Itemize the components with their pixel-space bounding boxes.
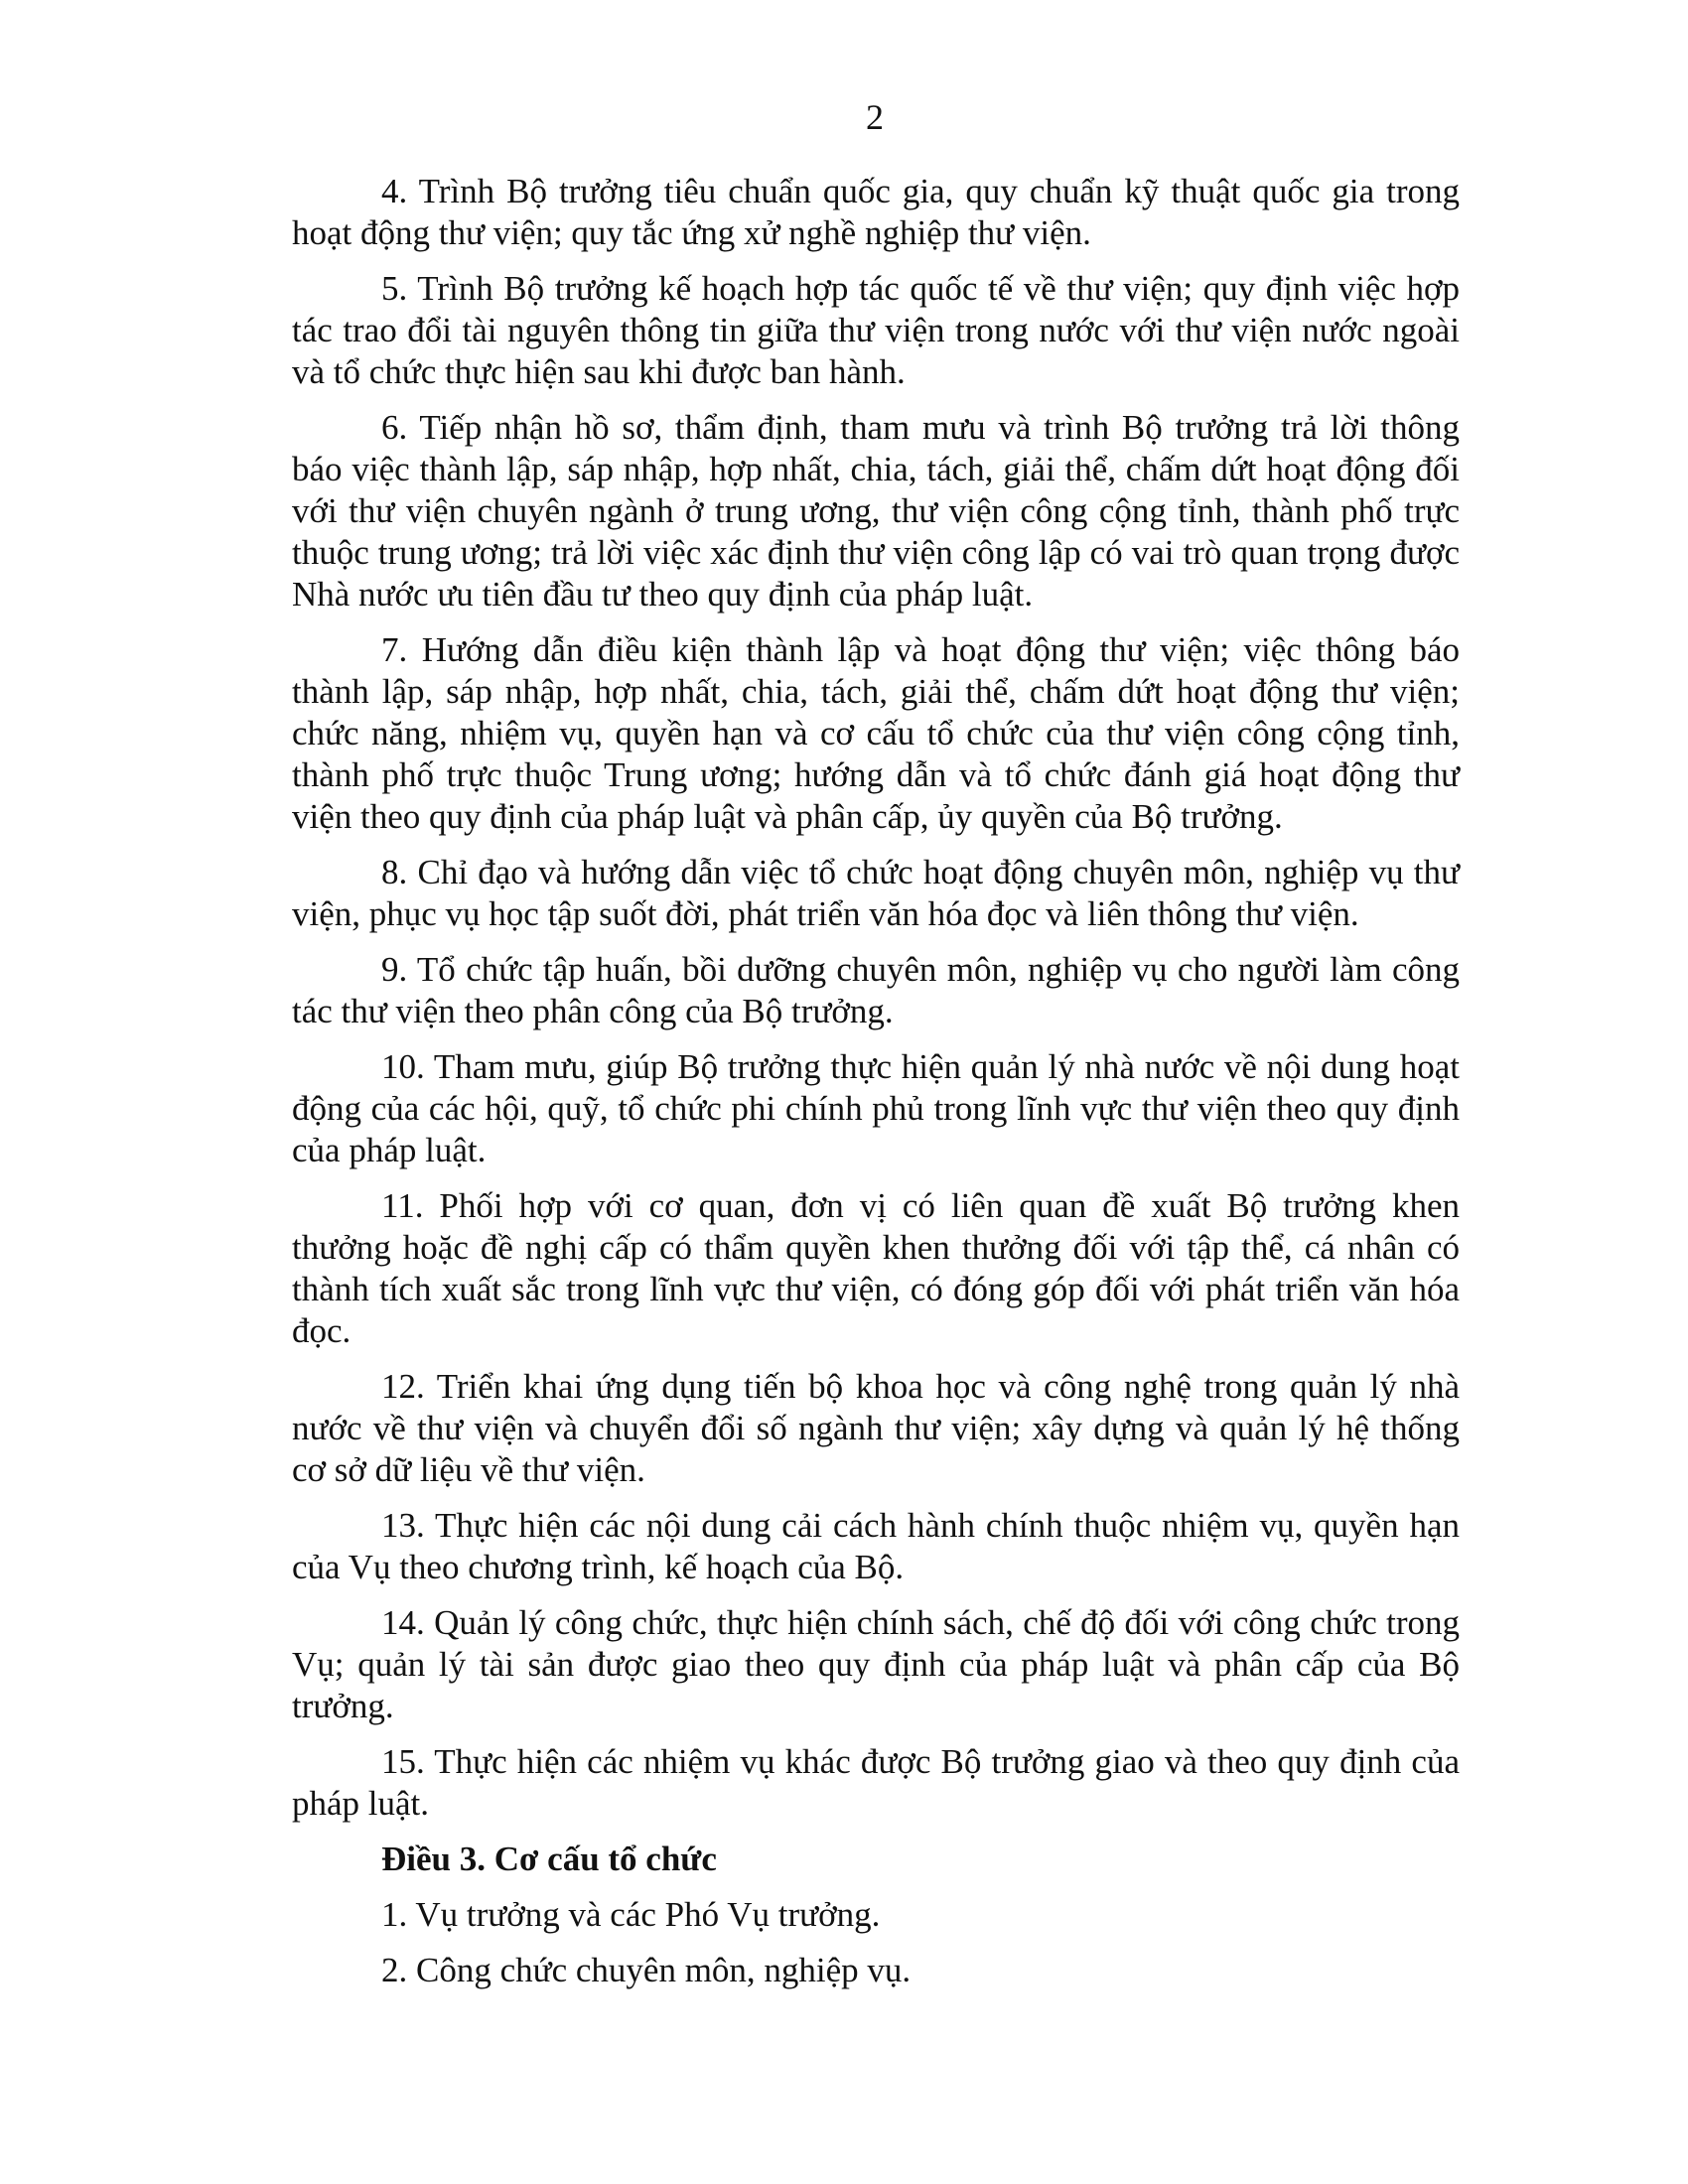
document-body: [292, 171, 1460, 2005]
paragraph-13: 13. Thực hiện các nội dung cải cách hành chính thuộc nhiệm vụ, quyền hạn của Vụ theo chương trình, kế hoạch của Bộ.: [292, 1506, 1460, 1586]
paragraph-15: 15. Thực hiện các nhiệm vụ khác được Bộ trưởng giao và theo quy định của pháp luật.: [292, 1742, 1460, 1823]
paragraph-5: 5. Trình Bộ trưởng kế hoạch hợp tác quốc tế về thư viện; quy định việc hợp tác trao đổi tài nguyên thông tin giữa thư viện trong nước với thư viện nước ngoài và tổ chức thực hiện sau khi được ban hành.: [292, 269, 1460, 391]
paragraph-6: 6. Tiếp nhận hồ sơ, thẩm định, tham mưu và trình Bộ trưởng trả lời thông báo việc thành lập, sáp nhập, hợp nhất, chia, tách, giải thể, chấm dứt hoạt động đối với thư viện chuyên ngành ở trung ương, thư viện công cộng tỉnh, thành phố trực thuộc trung ương; trả lời việc xác định thư viện công lập có vai trò quan trọng được Nhà nước ưu tiên đầu tư theo quy định của pháp luật.: [292, 408, 1460, 614]
paragraph-4: 4. Trình Bộ trưởng tiêu chuẩn quốc gia, quy chuẩn kỹ thuật quốc gia trong hoạt động thư viện; quy tắc ứng xử nghề nghiệp thư viện.: [292, 172, 1460, 252]
paragraph-11: 11. Phối hợp với cơ quan, đơn vị có liên quan đề xuất Bộ trưởng khen thưởng hoặc đề nghị cấp có thẩm quyền khen thưởng đối với tập thể, cá nhân có thành tích xuất sắc trong lĩnh vực thư viện, có đóng góp đối với phát triển văn hóa đọc.: [292, 1186, 1460, 1350]
paragraph-8: 8. Chỉ đạo và hướng dẫn việc tổ chức hoạt động chuyên môn, nghiệp vụ thư viện, phục vụ học tập suốt đời, phát triển văn hóa đọc và liên thông thư viện.: [292, 853, 1460, 933]
paragraph-7: 7. Hướng dẫn điều kiện thành lập và hoạt động thư viện; việc thông báo thành lập, sáp nhập, hợp nhất, chia, tách, giải thể, chấm dứt hoạt động thư viện; chức năng, nhiệm vụ, quyền hạn và cơ cấu tổ chức của thư viện công cộng tỉnh, thành phố trực thuộc Trung ương; hướng dẫn và tổ chức đánh giá hoạt động thư viện theo quy định của pháp luật và phân cấp, ủy quyền của Bộ trưởng.: [292, 630, 1460, 836]
paragraph-9: 9. Tổ chức tập huấn, bồi dưỡng chuyên môn, nghiệp vụ cho người làm công tác thư viện theo phân công của Bộ trưởng.: [292, 950, 1460, 1030]
paragraph-12: 12. Triển khai ứng dụng tiến bộ khoa học và công nghệ trong quản lý nhà nước về thư viện và chuyển đổi số ngành thư viện; xây dựng và quản lý hệ thống cơ sở dữ liệu về thư viện.: [292, 1367, 1460, 1489]
article-item-1: 1. Vụ trưởng và các Phó Vụ trưởng.: [381, 1895, 881, 1934]
page-number: 2: [866, 97, 884, 137]
article-heading: Điều 3. Cơ cấu tổ chức: [381, 1840, 717, 1878]
article-item-2: 2. Công chức chuyên môn, nghiệp vụ.: [381, 1951, 912, 1989]
paragraph-14: 14. Quản lý công chức, thực hiện chính sách, chế độ đối với công chức trong Vụ; quản lý tài sản được giao theo quy định của pháp luật và phân cấp của Bộ trưởng.: [292, 1603, 1460, 1725]
paragraph-10: 10. Tham mưu, giúp Bộ trưởng thực hiện quản lý nhà nước về nội dung hoạt động của các hội, quỹ, tổ chức phi chính phủ trong lĩnh vực thư viện theo quy định của pháp luật.: [292, 1047, 1460, 1169]
